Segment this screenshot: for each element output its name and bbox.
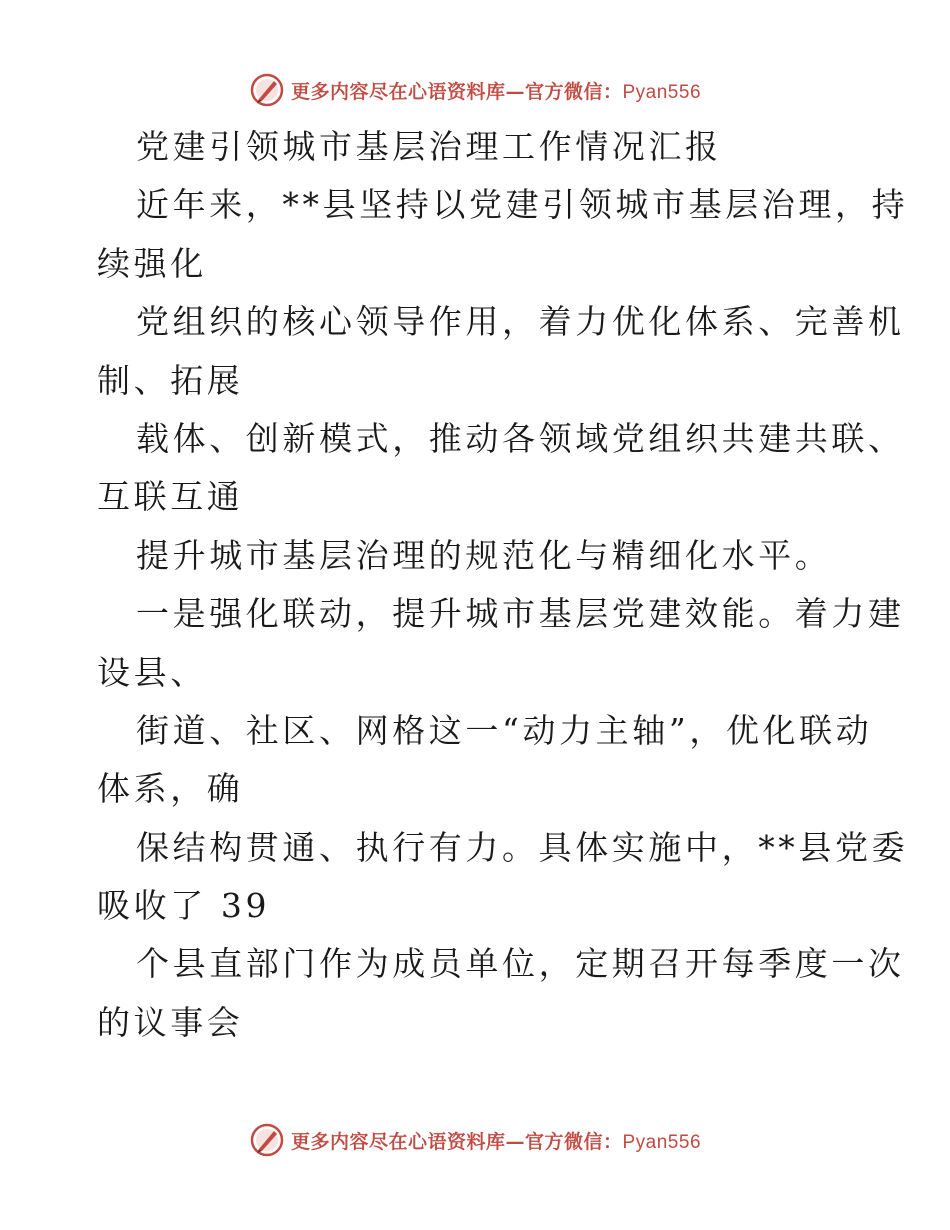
quill-logo-icon (249, 1122, 285, 1158)
body-line: 个县直部门作为成员单位，定期召开每季度一次 (136, 944, 905, 984)
body-line: 保结构贯通、执行有力。具体实施中，**县党委 (136, 827, 909, 867)
header-watermark-banner (0, 68, 950, 112)
header-watermark-text: 更多内容尽在心语资料库—官方微信：Pyan556 (290, 80, 702, 103)
document-title: 党建引领城市基层治理工作情况汇报 (136, 127, 722, 166)
footer-watermark-text: 更多内容尽在心语资料库—官方微信：Pyan556 (290, 1130, 702, 1153)
footer-watermark-banner (0, 1118, 950, 1162)
body-line: 续强化 (97, 243, 207, 283)
quill-logo-icon (249, 72, 285, 108)
body-line: 体系，确 (97, 769, 244, 809)
body-line: 近年来，**县坚持以党建引领城市基层治理，持 (136, 185, 909, 225)
body-line: 制、拓展 (97, 360, 244, 400)
body-line: 互联互通 (97, 477, 244, 517)
body-line: 党组织的核心领导作用，着力优化体系、完善机 (136, 302, 905, 342)
body-line: 的议事会 (97, 1002, 244, 1042)
body-line: 提升城市基层治理的规范化与精细化水平。 (136, 535, 832, 575)
body-line: 吸收了 39 (97, 886, 271, 926)
body-line: 一是强化联动，提升城市基层党建效能。着力建 (136, 594, 905, 634)
body-line: 设县、 (97, 652, 207, 692)
body-line: 街道、社区、网格这一“动力主轴”，优化联动 (136, 710, 873, 750)
document-body (97, 118, 909, 1052)
body-line: 载体、创新模式，推动各领域党组织共建共联、 (136, 418, 905, 458)
